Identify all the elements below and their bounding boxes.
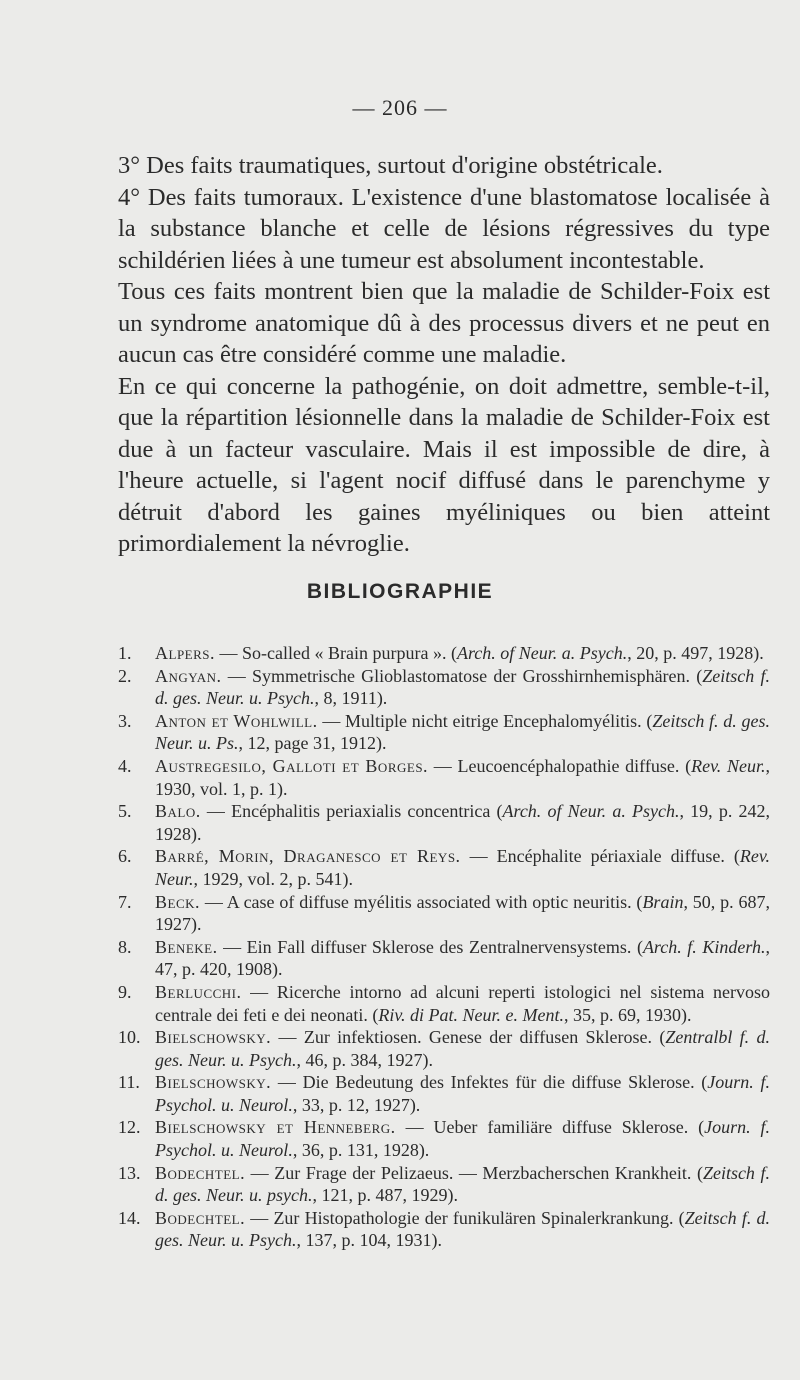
reference-details: , 19, p. 242, 1928). bbox=[155, 801, 770, 844]
reference-details: , 121, p. 487, 1929). bbox=[312, 1185, 458, 1206]
bibliography-entry bbox=[118, 1162, 770, 1207]
reference-details: , 33, p. 12, 1927). bbox=[292, 1094, 421, 1115]
reference-number: 11. bbox=[118, 1072, 140, 1093]
reference-details: , 50, p. 687, 1927). bbox=[155, 891, 770, 935]
reference-title: — Symmetrische Glioblastomatose der Grosshirnhemisphären. ( bbox=[221, 665, 703, 686]
bibliography-entry bbox=[118, 845, 770, 890]
reference-source: Rev. Neur. bbox=[691, 755, 766, 776]
bibliography-entry bbox=[118, 981, 770, 1026]
reference-authors: Beck. bbox=[155, 891, 201, 912]
reference-source: Zentralbl f. d. ges. Neur. u. Psych. bbox=[155, 1027, 770, 1070]
reference-number: 8. bbox=[118, 936, 132, 957]
reference-authors: Barré, Morin, Draganesco et Reys. bbox=[155, 846, 461, 867]
reference-authors: Anton et Wohlwill. bbox=[155, 710, 318, 731]
reference-source: Arch. of Neur. a. Psych. bbox=[502, 801, 680, 822]
reference-authors: Bodechtel. bbox=[155, 1162, 246, 1183]
paragraph-traumatic-facts: 3° Des faits traumatiques, surtout d'origine obstétricale. bbox=[118, 152, 663, 179]
reference-source: Zeitsch f. d. ges. Neur. u. Psych. bbox=[155, 1207, 770, 1251]
reference-details: , 8, 1911). bbox=[314, 688, 388, 709]
reference-details: , 1930, vol. 1, p. 1). bbox=[155, 755, 770, 799]
reference-source: Arch. f. Kinderh. bbox=[642, 936, 766, 957]
reference-authors: Alpers. bbox=[155, 643, 216, 663]
bibliography-entry bbox=[118, 665, 770, 710]
reference-title: — Die Bedeutung des Infektes für die diffuse Sklerose. ( bbox=[271, 1072, 708, 1093]
paragraph-pathogenesis: En ce qui concerne la pathogénie, on doit admettre, semble-t-il, que la répartition lésionnelle dans la maladie de Schilder-Foix est due à un facteur vasculaire. Mais il est impossible de dire, à l'heure actuelle, si l'agent nocif diffusé dans le parenchyme y détruit d'abord les gaines myéliniques ou bien atteint primordialement la névroglie. bbox=[118, 372, 770, 557]
bibliography-heading: BIBLIOGRAPHIE bbox=[306, 580, 494, 603]
reference-details: , 20, p. 497, 1928). bbox=[627, 643, 764, 663]
reference-number: 10. bbox=[118, 1027, 141, 1048]
reference-number: 7. bbox=[118, 891, 132, 912]
reference-source: Zeitsch f. d. ges. Neur. u. psych. bbox=[155, 1162, 770, 1206]
reference-authors: Bielschowsky et Henneberg. bbox=[155, 1117, 396, 1138]
reference-authors: Austregesilo, Galloti et Borges. bbox=[155, 755, 429, 776]
paragraph-tumoral-facts: 4° Des faits tumoraux. L'existence d'une blastomatose localisée à la substance blanche et celle de lésions régressives du type schildérien liées à une tumeur est absolument incontestable. bbox=[118, 183, 770, 274]
reference-number: 6. bbox=[118, 846, 132, 867]
reference-title: — Encéphalitis periaxialis concentrica ( bbox=[200, 801, 503, 822]
reference-number: 9. bbox=[118, 981, 132, 1002]
bibliography-entry bbox=[118, 1026, 770, 1071]
reference-number: 4. bbox=[118, 755, 132, 776]
reference-source: Riv. di Pat. Neur. e. Ment. bbox=[378, 1004, 565, 1025]
reference-title: — Zur infektiosen. Genese der diffusen Sklerose. ( bbox=[271, 1027, 666, 1048]
reference-number: 14. bbox=[118, 1207, 141, 1228]
reference-authors: Angyan. bbox=[155, 665, 222, 686]
reference-authors: Beneke. bbox=[155, 936, 218, 957]
paragraph-schilder-foix-syndrome: Tous ces faits montrent bien que la maladie de Schilder-Foix est un syndrome anatomique dû à des processus divers et ne peut en aucun cas être considéré comme une maladie. bbox=[118, 278, 770, 368]
reference-details: , 46, p. 384, 1927). bbox=[296, 1049, 433, 1070]
reference-authors: Berlucchi. bbox=[155, 981, 242, 1002]
reference-authors: Bielschowsky. bbox=[155, 1027, 272, 1048]
bibliography-entry bbox=[118, 891, 770, 936]
reference-details: , 137, p. 104, 1931). bbox=[296, 1230, 442, 1251]
bibliography-entry bbox=[118, 936, 770, 981]
body-text bbox=[118, 150, 770, 560]
reference-title: — Ricerche intorno ad alcuni reperti istologici nel sistema nervoso centrale dei feti e dei neonati. ( bbox=[155, 981, 770, 1025]
reference-title: — Leucoencéphalopathie diffuse. ( bbox=[428, 755, 692, 776]
reference-details: , 36, p. 131, 1928). bbox=[292, 1140, 430, 1161]
reference-title: — Ueber familiäre diffuse Sklerose. ( bbox=[395, 1117, 705, 1138]
reference-source: Zeitsch f. d. ges. Neur. u. Psych. bbox=[155, 665, 770, 709]
reference-details: , 47, p. 420, 1908). bbox=[155, 936, 770, 980]
reference-number: 1. bbox=[118, 643, 132, 663]
reference-number: 3. bbox=[118, 710, 132, 731]
reference-title: — Multiple nicht eitrige Encephalomyélitis. ( bbox=[317, 710, 653, 731]
bibliography-entry bbox=[118, 1116, 770, 1161]
reference-authors: Bielschowsky. bbox=[155, 1072, 272, 1093]
bibliography-entry bbox=[118, 1071, 770, 1116]
bibliography-entry bbox=[118, 755, 770, 800]
bibliography-entry bbox=[118, 710, 770, 755]
bibliography-entry bbox=[118, 642, 770, 665]
reference-title: — Ein Fall diffuser Sklerose des Zentralnervensystems. ( bbox=[217, 936, 643, 957]
reference-title: — Zur Frage der Pelizaeus. — Merzbacherschen Krankheit. ( bbox=[245, 1162, 703, 1183]
reference-title: — A case of diffuse myélitis associated with optic neuritis. ( bbox=[200, 891, 643, 912]
bibliography-entry bbox=[118, 1207, 770, 1252]
reference-authors: Balo. bbox=[155, 801, 201, 822]
reference-source: Journ. f. Psychol. u. Neurol. bbox=[155, 1117, 770, 1161]
reference-source: Arch. of Neur. a. Psych. bbox=[456, 643, 628, 663]
reference-title: — Encéphalite périaxiale diffuse. ( bbox=[460, 846, 740, 867]
reference-source: Rev. Neur. bbox=[155, 846, 771, 889]
reference-details: , 35, p. 69, 1930). bbox=[564, 1004, 692, 1025]
reference-number: 5. bbox=[118, 801, 132, 822]
bibliography-entry bbox=[118, 800, 770, 845]
reference-source: Journ. f. Psychol. u. Neurol. bbox=[155, 1072, 770, 1115]
reference-source: Zeitsch f. d. ges. Neur. u. Ps. bbox=[155, 710, 770, 754]
reference-source: Brain bbox=[642, 891, 684, 912]
reference-title: — So-called « Brain purpura ». ( bbox=[215, 643, 457, 663]
bibliography-list bbox=[118, 642, 770, 1252]
reference-authors: Bodechtel. bbox=[155, 1207, 246, 1228]
reference-title: — Zur Histopathologie der funikulären Spinalerkrankung. ( bbox=[245, 1207, 685, 1228]
page-number: — 206 — bbox=[352, 95, 448, 120]
reference-number: 12. bbox=[118, 1117, 141, 1138]
reference-number: 2. bbox=[118, 665, 132, 686]
reference-details: , 12, page 31, 1912). bbox=[238, 733, 387, 754]
reference-details: , 1929, vol. 2, p. 541). bbox=[193, 868, 354, 889]
reference-number: 13. bbox=[118, 1162, 141, 1183]
